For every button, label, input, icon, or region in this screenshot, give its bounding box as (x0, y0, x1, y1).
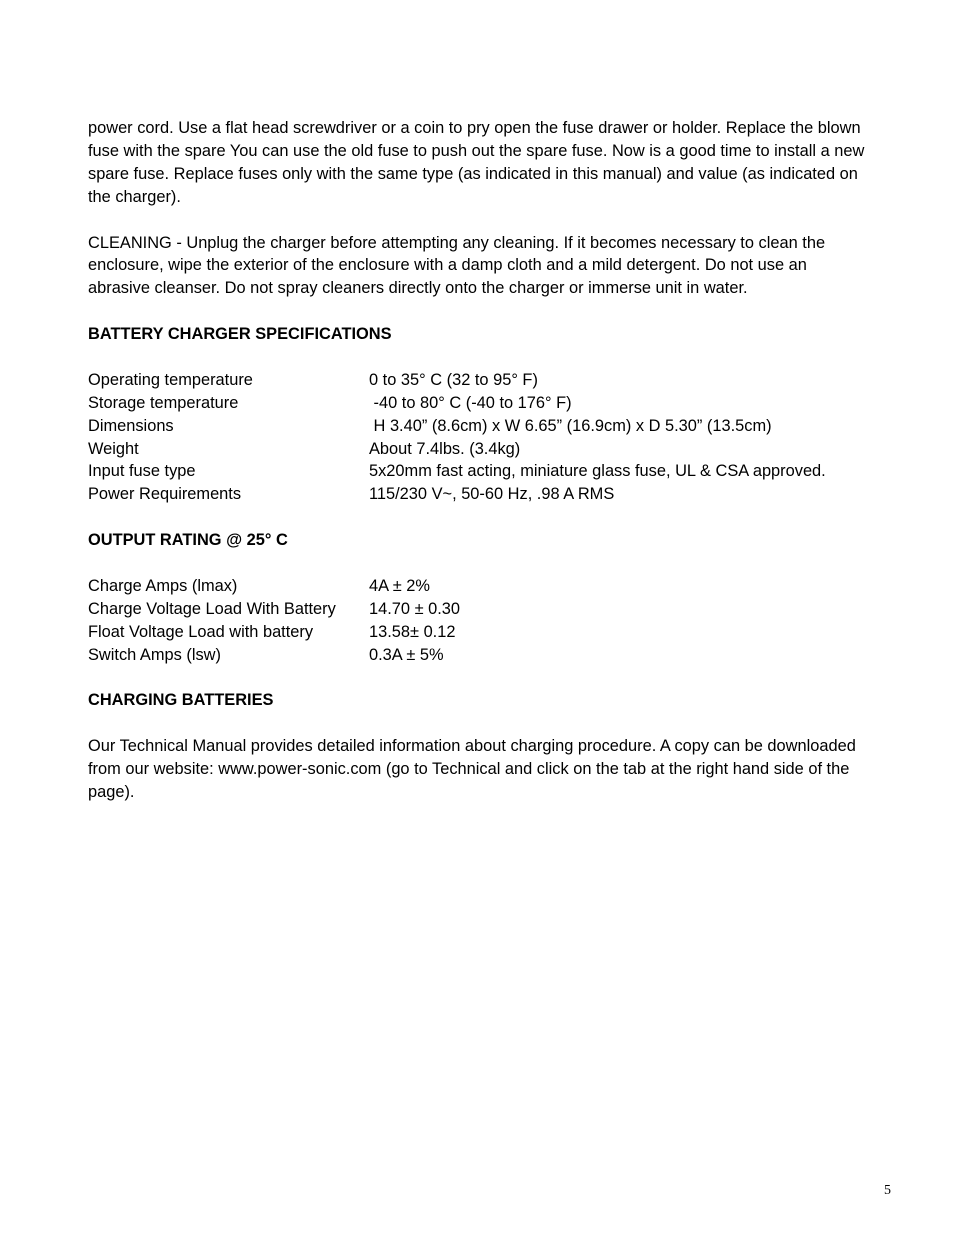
spec-row-weight (88, 438, 868, 461)
spec-row-operating-temperature (88, 369, 868, 392)
output-rating-table (88, 575, 868, 667)
rating-value: 13.58± 0.12 (369, 622, 456, 641)
output-rating-heading: OUTPUT RATING @ 25° C (88, 531, 288, 550)
document-page (88, 117, 868, 827)
spec-label: Weight (88, 439, 139, 458)
rating-value: 14.70 ± 0.30 (369, 599, 461, 618)
spec-value: -40 to 80° C (-40 to 176° F) (369, 393, 572, 412)
fuse-replacement-paragraph: power cord. Use a flat head screwdriver or a coin to pry open the fuse drawer or holder. Replace the blown fuse with the spare You can use the old fuse to push out the spare fuse. Now is a good time to install a new spare fuse. Replace fuses only with the same type (as indicated in this manual) and value (as indicated on the charger). (88, 119, 865, 206)
rating-value: 4A ± 2% (369, 576, 430, 595)
charging-batteries-heading: CHARGING BATTERIES (88, 691, 274, 710)
spec-label: Operating temperature (88, 370, 253, 389)
spec-value: 115/230 V~, 50-60 Hz, .98 A RMS (369, 485, 615, 504)
page-number: 5 (884, 1183, 891, 1198)
spec-value: 0 to 35° C (32 to 95° F) (369, 370, 538, 389)
rating-row-charge-amps (88, 575, 868, 598)
rating-row-switch-amps (88, 644, 868, 667)
spec-label: Input fuse type (88, 462, 196, 481)
spec-row-power-requirements (88, 483, 868, 506)
spec-value: 5x20mm fast acting, miniature glass fuse, UL & CSA approved. (369, 462, 826, 481)
spec-row-input-fuse-type (88, 460, 868, 483)
spec-row-storage-temperature (88, 392, 868, 415)
spec-label: Storage temperature (88, 393, 239, 412)
rating-label: Charge Amps (lmax) (88, 576, 238, 595)
spec-value: H 3.40” (8.6cm) x W 6.65” (16.9cm) x D 5.30” (13.5cm) (369, 416, 772, 435)
spec-row-dimensions (88, 415, 868, 438)
charging-batteries-paragraph: Our Technical Manual provides detailed information about charging procedure. A copy can be downloaded from our website: www.power-sonic.com (go to Technical and click on the tab at the right hand side of the page). (88, 737, 856, 802)
spec-label: Dimensions (88, 416, 174, 435)
spec-label: Power Requirements (88, 485, 242, 504)
rating-value: 0.3A ± 5% (369, 645, 444, 664)
specifications-table (88, 369, 868, 506)
rating-row-charge-voltage (88, 598, 868, 621)
cleaning-paragraph: CLEANING - Unplug the charger before attempting any cleaning. If it becomes necessary to clean the enclosure, wipe the exterior of the enclosure with a damp cloth and a mild detergent. Do not use an abrasive cleanser. Do not spray cleaners directly onto the charger or immerse unit in water. (88, 233, 826, 298)
rating-row-float-voltage (88, 621, 868, 644)
rating-label: Charge Voltage Load With Battery (88, 599, 336, 618)
spec-value: About 7.4lbs. (3.4kg) (369, 439, 521, 458)
rating-label: Switch Amps (lsw) (88, 645, 221, 664)
rating-label: Float Voltage Load with battery (88, 622, 314, 641)
specifications-heading: BATTERY CHARGER SPECIFICATIONS (88, 325, 392, 344)
